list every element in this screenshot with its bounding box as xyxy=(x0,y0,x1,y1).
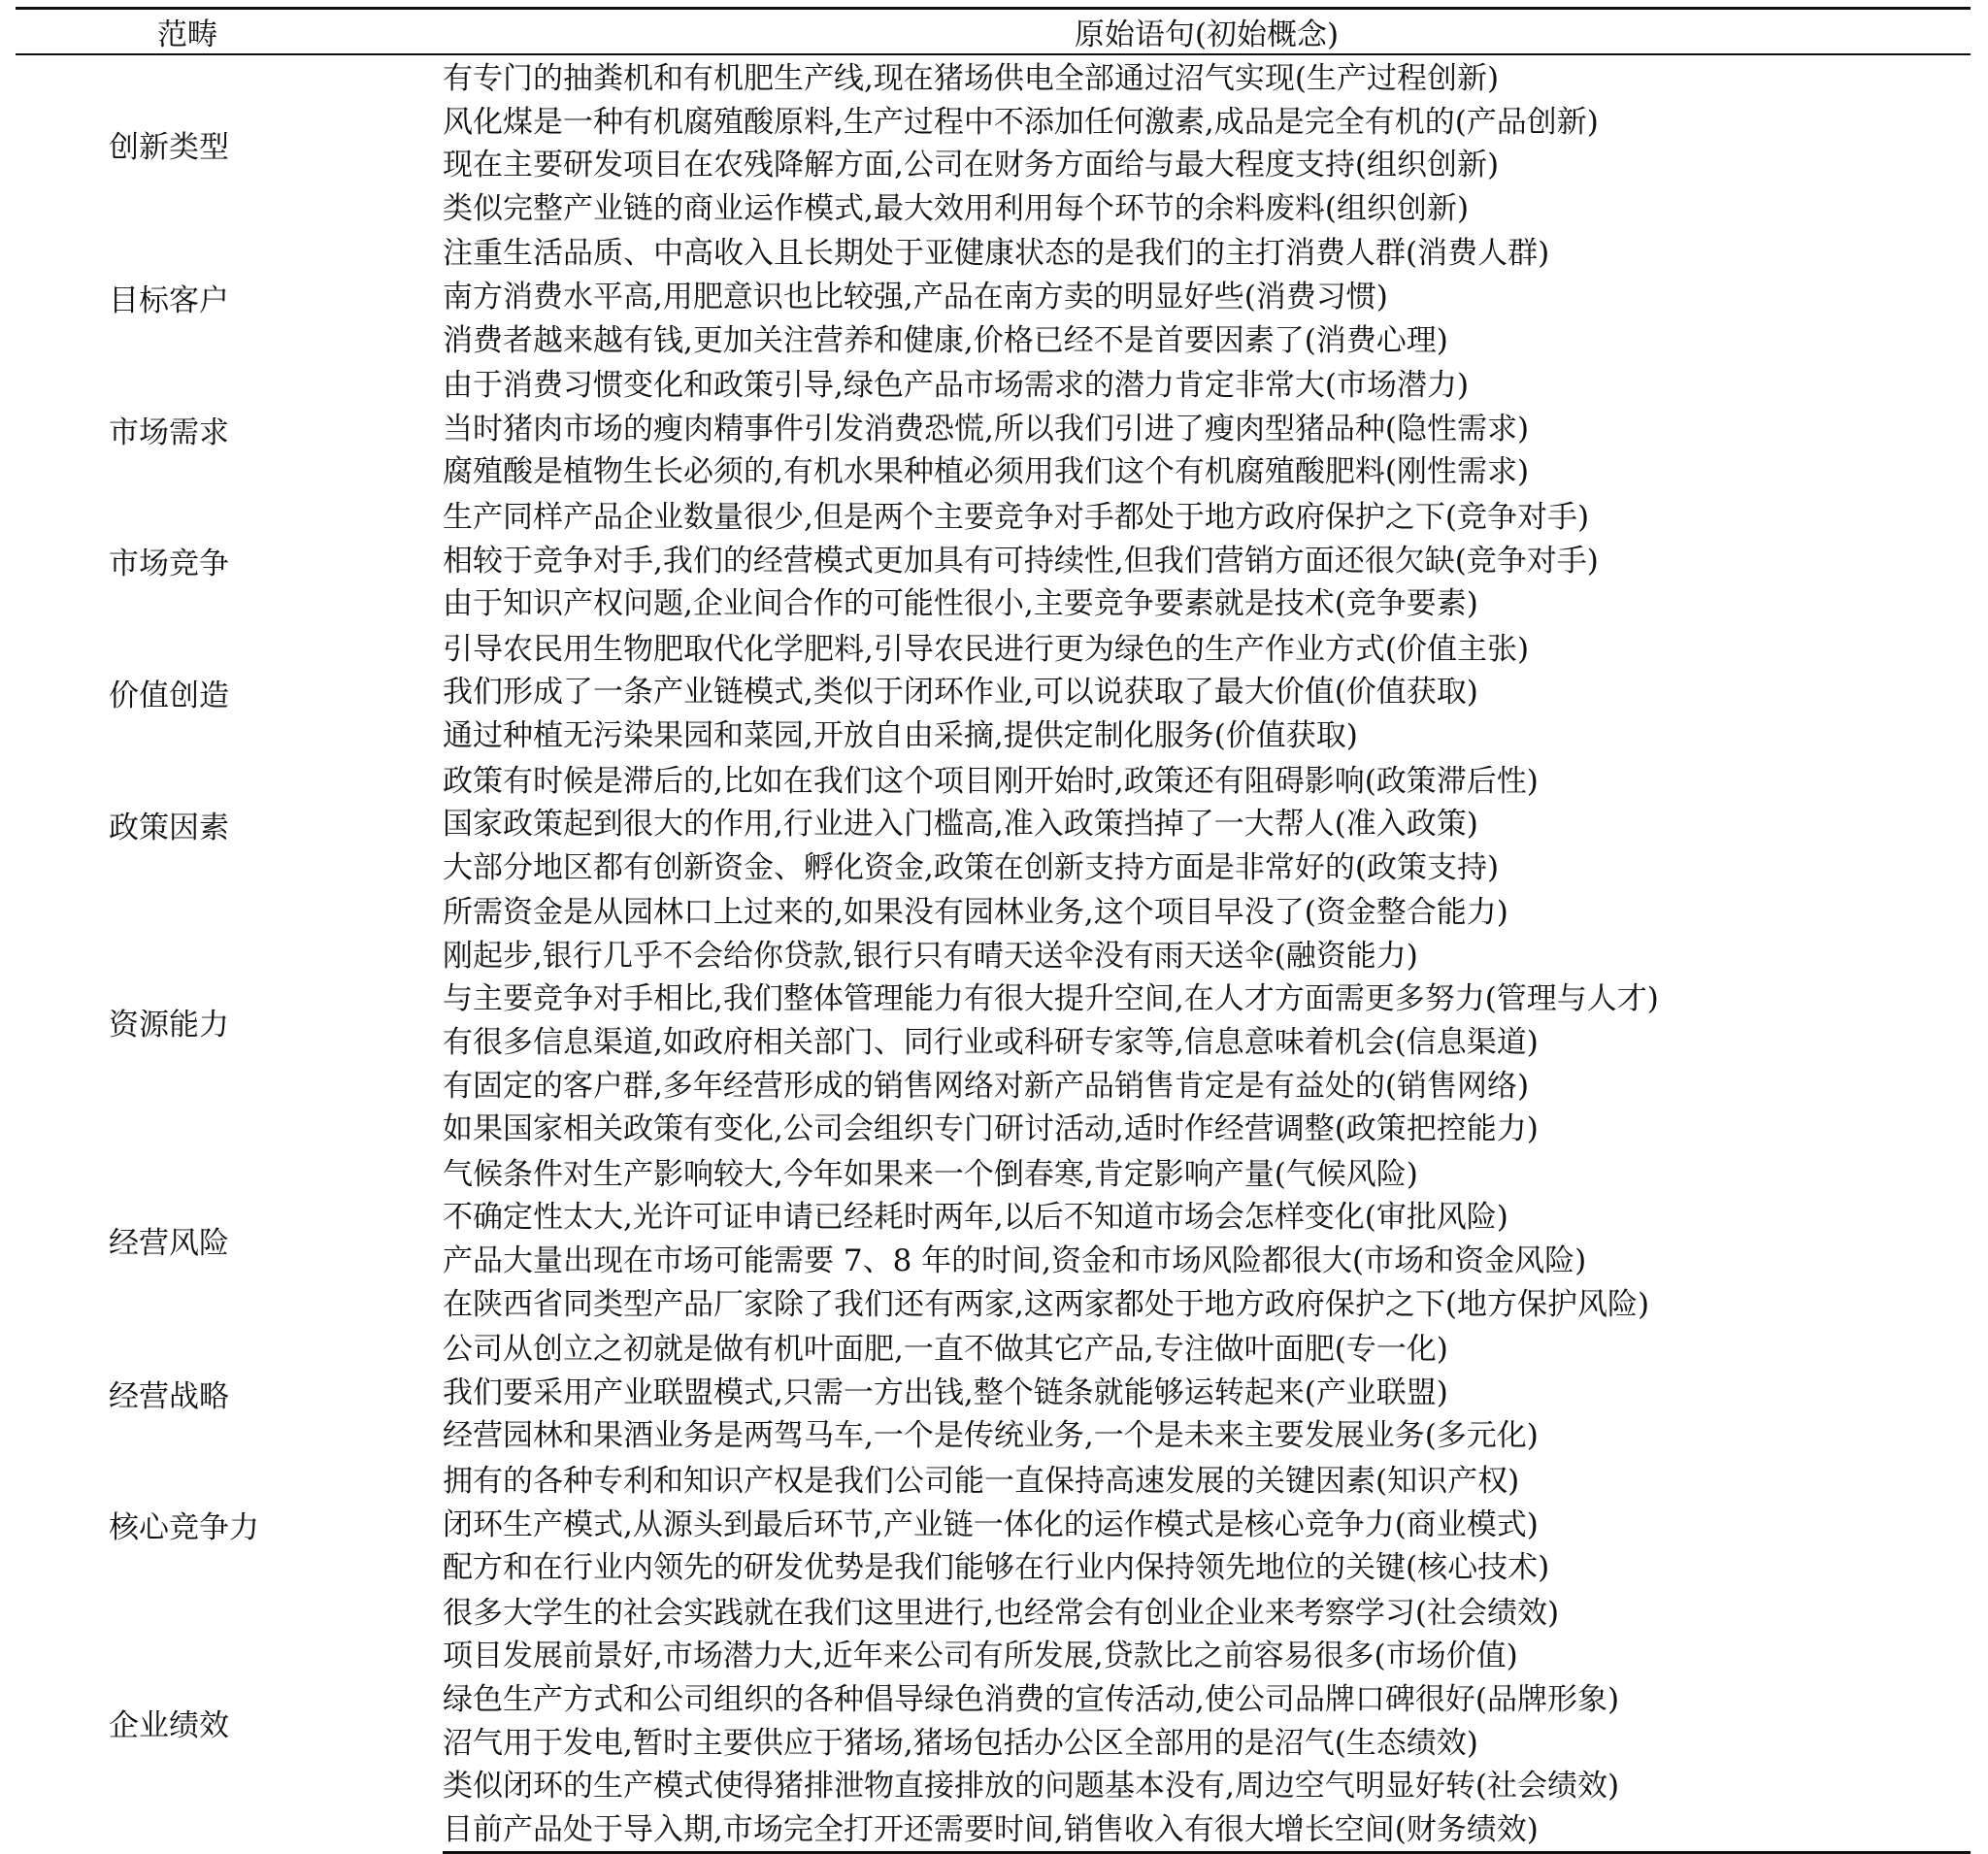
table-row xyxy=(16,230,1971,276)
statement-cell: 配方和在行业内领先的研发优势是我们能够在行业内保持领先地位的关键(核心技术) xyxy=(443,1550,1550,1586)
category-cell xyxy=(16,758,443,890)
category-label: 市场竞争 xyxy=(109,546,229,582)
statement-cell: 绿色生产方式和公司组织的各种倡导绿色消费的宣传活动,使公司品牌口碑很好(品牌形象) xyxy=(443,1681,1620,1717)
table-row xyxy=(16,889,1971,935)
statement-cell: 刚起步,银行几乎不会给你贷款,银行只有晴天送伞没有雨天送伞(融资能力) xyxy=(443,938,1418,974)
statement-cell: 项目发展前景好,市场潜力大,近年来公司有所发展,贷款比之前容易很多(市场价值) xyxy=(443,1639,1518,1674)
statement-cell: 很多大学生的社会实践就在我们这里进行,也经常会有创业企业来考察学习(社会绩效) xyxy=(443,1595,1560,1631)
statement-cell: 当时猪肉市场的瘦肉精事件引发消费恐慌,所以我们引进了瘦肉型猪品种(隐性需求) xyxy=(443,411,1530,447)
statement-cell: 有很多信息渠道,如政府相关部门、同行业或科研专家等,信息意味着机会(信息渠道) xyxy=(443,1025,1539,1061)
category-header: 范畴 xyxy=(16,9,443,55)
category-cell xyxy=(16,362,443,494)
table-row xyxy=(16,626,1971,672)
category-label: 经营战略 xyxy=(109,1378,229,1414)
statement-cell: 沼气用于发电,暂时主要供应于猪场,猪场包括办公区全部用的是沼气(生态绩效) xyxy=(443,1725,1478,1761)
category-cell xyxy=(16,1151,443,1326)
table-row xyxy=(16,1458,1971,1504)
table-row xyxy=(16,1151,1971,1197)
category-cell xyxy=(16,54,443,230)
category-cell xyxy=(16,1590,443,1853)
statement-cell: 不确定性太大,光许可证申请已经耗时两年,以后不知道市场会怎样变化(审批风险) xyxy=(443,1200,1508,1236)
table-row xyxy=(16,494,1971,540)
statement-cell: 大部分地区都有创新资金、孵化资金,政策在创新支持方面是非常好的(政策支持) xyxy=(443,849,1500,885)
category-label: 创新类型 xyxy=(109,129,229,165)
statement-cell: 经营园林和果酒业务是两驾马车,一个是传统业务,一个是未来主要发展业务(多元化) xyxy=(443,1418,1539,1454)
statement-cell: 公司从创立之初就是做有机叶面肥,一直不做其它产品,专注做叶面肥(专一化) xyxy=(443,1332,1448,1368)
statement-cell: 有专门的抽粪机和有机肥生产线,现在猪场供电全部通过沼气实现(生产过程创新) xyxy=(443,61,1500,96)
statement-cell: 有固定的客户群,多年经营形成的销售网络对新产品销售肯定是有益处的(销售网络) xyxy=(443,1068,1530,1104)
category-cell xyxy=(16,230,443,362)
category-cell xyxy=(16,1326,443,1458)
statement-cell: 引导农民用生物肥取代化学肥料,引导农民进行更为绿色的生产作业方式(价值主张) xyxy=(443,631,1530,667)
header-row xyxy=(16,9,1971,55)
table-row xyxy=(16,362,1971,408)
table-row xyxy=(16,54,1971,101)
statement-cell: 我们形成了一条产业链模式,类似于闭环作业,可以说获取了最大价值(价值获取) xyxy=(443,675,1478,711)
statement-cell: 由于消费习惯变化和政策引导,绿色产品市场需求的潜力肯定非常大(市场潜力) xyxy=(443,368,1470,404)
statement-cell: 产品大量出现在市场可能需要 7、8 年的时间,资金和市场风险都很大(市场和资金风险) xyxy=(443,1243,1587,1279)
statement-cell: 政策有时候是滞后的,比如在我们这个项目刚开始时,政策还有阻碍影响(政策滞后性) xyxy=(443,763,1539,799)
statement-cell: 与主要竞争对手相比,我们整体管理能力有很大提升空间,在人才方面需更多努力(管理与人才) xyxy=(443,981,1659,1017)
statement-cell: 闭环生产模式,从源头到最后环节,产业链一体化的运作模式是核心竞争力(商业模式) xyxy=(443,1506,1539,1542)
table-row xyxy=(16,758,1971,804)
concept-table xyxy=(16,7,1971,1854)
statement-cell: 通过种植无污染果园和菜园,开放自由采摘,提供定制化服务(价值获取) xyxy=(443,717,1358,753)
table-row xyxy=(16,1326,1971,1372)
statement-cell: 相较于竞争对手,我们的经营模式更加具有可持续性,但我们营销方面还很欠缺(竞争对手) xyxy=(443,543,1599,579)
category-label: 资源能力 xyxy=(109,1007,229,1043)
statement-cell: 由于知识产权问题,企业间合作的可能性很小,主要竞争要素就是技术(竞争要素) xyxy=(443,586,1478,622)
category-label: 核心竞争力 xyxy=(109,1510,259,1546)
statement-cell: 目前产品处于导入期,市场完全打开还需要时间,销售收入有很大增长空间(财务绩效) xyxy=(443,1808,1971,1853)
category-label: 价值创造 xyxy=(109,679,229,714)
category-label: 企业绩效 xyxy=(109,1707,229,1743)
statement-cell: 拥有的各种专利和知识产权是我们公司能一直保持高速发展的关键因素(知识产权) xyxy=(443,1464,1520,1499)
statement-cell: 南方消费水平高,用肥意识也比较强,产品在南方卖的明显好些(消费习惯) xyxy=(443,279,1388,315)
statement-cell: 如果国家相关政策有变化,公司会组织专门研讨活动,适时作经营调整(政策把控能力) xyxy=(443,1111,1539,1147)
statement-header: 原始语句(初始概念) xyxy=(443,9,1971,55)
category-label: 经营风险 xyxy=(109,1225,229,1261)
category-label: 市场需求 xyxy=(109,414,229,450)
statement-cell: 在陕西省同类型产品厂家除了我们还有两家,这两家都处于地方政府保护之下(地方保护风险) xyxy=(443,1286,1650,1322)
statement-cell: 类似闭环的生产模式使得猪排泄物直接排放的问题基本没有,周边空气明显好转(社会绩效) xyxy=(443,1769,1620,1804)
statement-cell: 我们要采用产业联盟模式,只需一方出钱,整个链条就能够运转起来(产业联盟) xyxy=(443,1374,1448,1410)
category-label: 目标客户 xyxy=(109,282,229,318)
category-cell xyxy=(16,626,443,758)
statement-cell: 所需资金是从园林口上过来的,如果没有园林业务,这个项目早没了(资金整合能力) xyxy=(443,895,1508,931)
statement-cell: 气候条件对生产影响较大,今年如果来一个倒春寒,肯定影响产量(气候风险) xyxy=(443,1156,1418,1192)
statement-cell: 腐殖酸是植物生长必须的,有机水果种植必须用我们这个有机腐殖酸肥料(刚性需求) xyxy=(443,454,1530,490)
category-cell xyxy=(16,889,443,1151)
statement-cell: 风化煤是一种有机腐殖酸原料,生产过程中不添加任何激素,成品是完全有机的(产品创新) xyxy=(443,104,1599,140)
statement-cell: 生产同样产品企业数量很少,但是两个主要竞争对手都处于地方政府保护之下(竞争对手) xyxy=(443,499,1590,535)
category-cell xyxy=(16,1458,443,1590)
statement-cell: 国家政策起到很大的作用,行业进入门槛高,准入政策挡掉了一大帮人(准入政策) xyxy=(443,807,1478,843)
statement-cell: 消费者越来越有钱,更加关注营养和健康,价格已经不是首要因素了(消费心理) xyxy=(443,322,1448,358)
category-label: 政策因素 xyxy=(109,810,229,845)
category-cell xyxy=(16,494,443,626)
statement-cell: 现在主要研发项目在农残降解方面,公司在财务方面给与最大程度支持(组织创新) xyxy=(443,148,1500,183)
table-row xyxy=(16,1590,1971,1636)
statement-cell: 类似完整产业链的商业运作模式,最大效用利用每个环节的余料废料(组织创新) xyxy=(443,190,1470,226)
statement-cell: 注重生活品质、中高收入且长期处于亚健康状态的是我们的主打消费人群(消费人群) xyxy=(443,236,1550,272)
table-body xyxy=(16,54,1971,1853)
